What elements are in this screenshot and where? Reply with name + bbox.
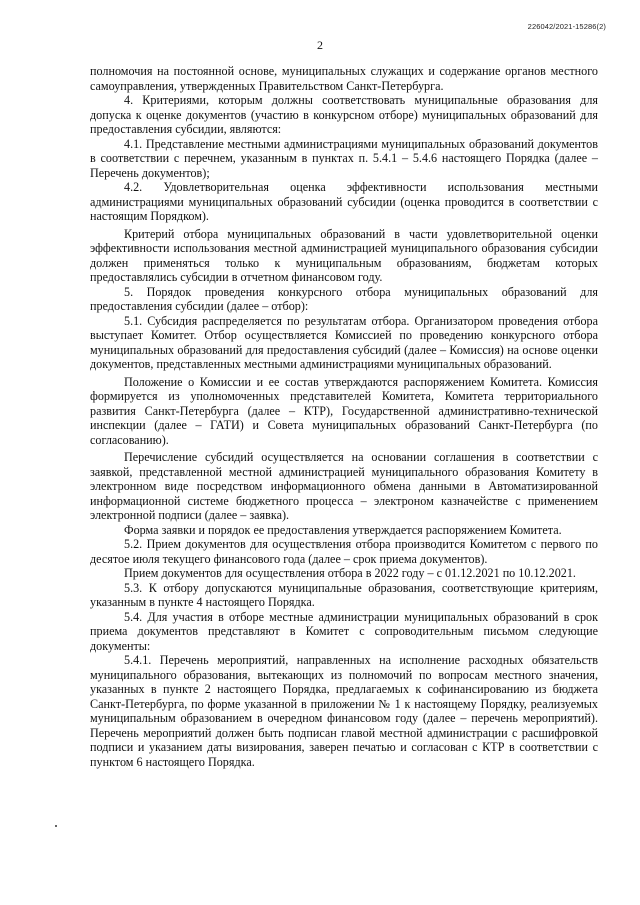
paragraph-4-2: 4.2. Удовлетворительная оценка эффективности использования местными администрациями муниципальных образований субсидии (оценка проводится в соответствии с настоящим Порядком). (90, 180, 598, 223)
document-id: 226042/2021-15286(2) (527, 22, 606, 31)
paragraph-transfer: Перечисление субсидий осуществляется на основании соглашения в соответствии с заявкой, представленной местной администрацией муниципального образования Комитету в электронном виде посредством информационного обмена данными в Автоматизированной информационной системе бюджетного процесса – электроном казначействе с применением электронной подписи (далее – заявка). (90, 450, 598, 522)
page-number: 2 (317, 38, 323, 52)
paragraph-reception-2022: Прием документов для осуществления отбора в 2022 году – с 01.12.2021 по 10.12.2021. (124, 566, 576, 580)
paragraph-5-4-1: 5.4.1. Перечень мероприятий, направленных на исполнение расходных обязательств муниципального образования, вытекающих из полномочий по вопросам местного значения, указанных в пункте 2 настоящего Порядка, предлагаемых к софинансированию из бюджета Санкт-Петербурга, по форме указанной в приложении № 1 к настоящему Порядку, реализуемых муниципальным образованием в очередном финансовом году (далее – перечень мероприятий). Перечень мероприятий должен быть подписан главой местной администрации с расшифровкой подписи и указанием даты визирования, заверен печатью и согласован с КТР в соответствии с пунктом 6 настоящего Порядка. (90, 653, 598, 769)
paragraph-continuation: полномочия на постоянной основе, муниципальных служащих и содержание органов местного самоуправления, утвержденных Правительством Санкт-Петербурга. (90, 64, 598, 93)
paragraph-5: 5. Порядок проведения конкурсного отбора муниципальных образований для предоставления субсидии (далее – отбор): (90, 284, 598, 313)
document-body (90, 64, 598, 769)
paragraph-5-4: 5.4. Для участия в отборе местные администрации муниципальных образований в срок приема документов представляют в Комитет с сопроводительным письмом следующие документы: (90, 609, 598, 653)
paragraph-criteria: 4. Критериями, которым должны соответствовать муниципальные образования для допуска к оценке документов (участию в конкурсном отборе) муниципальных образований для предоставления субсидии, являются: (90, 93, 598, 136)
paragraph-commission: Положение о Комиссии и ее состав утверждаются распоряжением Комитета. Комиссия формируется из уполномоченных представителей Комитета, Комитета территориального развития Санкт-Петербурга (далее – КТР), Государственной административно-технической инспекции (далее – ГАТИ) и Совета муниципальных образований Санкт-Петербурга (по согласованию). (90, 374, 598, 447)
paragraph-5-2: 5.2. Прием документов для осуществления отбора производится Комитетом с первого по десятое июля текущего финансового года (далее – срок приема документов). (90, 537, 598, 566)
paragraph-5-3: 5.3. К отбору допускаются муниципальные образования, соответствующие критериям, указанным в пункте 4 настоящего Порядка. (90, 580, 598, 609)
scan-mark (55, 825, 57, 827)
paragraph-4-1: 4.1. Представление местными администрациями муниципальных образований документов в соответствии с перечнем, указанным в пунктах п. 5.4.1 – 5.4.6 настоящего Порядка (далее – Перечень документов); (90, 136, 598, 180)
paragraph-selection-criterion: Критерий отбора муниципальных образований в части удовлетворительной оценки эффективности использования местной администрацией муниципального образования субсидии должен применяться только к муниципальным образованиям, бюджетам которых предоставлялись субсидии в отчетном финансовом году. (90, 226, 598, 284)
paragraph-5-1: 5.1. Субсидия распределяется по результатам отбора. Организатором проведения отбора выступает Комитет. Отбор осуществляется Комиссией по проведению конкурсного отбора муниципальных образований для предоставления субсидий (далее – Комиссия) на основе оценки документов, представленных местными администрациями муниципальных образований. (90, 313, 598, 371)
paragraph-form: Форма заявки и порядок ее предоставления утверждается распоряжением Комитета. (124, 522, 562, 537)
